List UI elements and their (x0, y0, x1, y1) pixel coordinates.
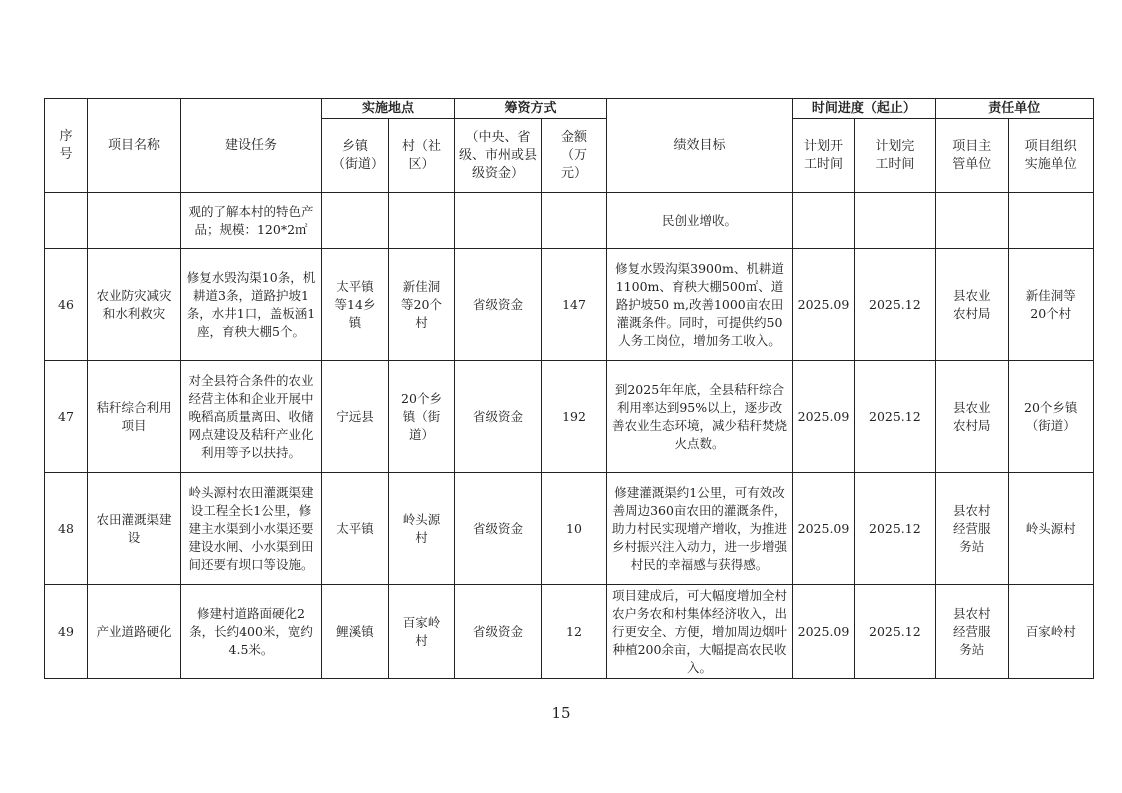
start-time: 2025.09 (793, 585, 855, 679)
end-time: 2025.12 (855, 249, 936, 361)
header-responsible: 责任单位 (935, 99, 1093, 119)
project-table (44, 98, 1094, 679)
header-source: （中央、省级、市州或县级资金） (455, 119, 542, 193)
table-row (45, 249, 1094, 361)
header-seq: 序号 (45, 99, 88, 193)
end-time: 2025.12 (855, 473, 936, 585)
table-row (45, 585, 1094, 679)
header-impl: 项目组织实施单位 (1008, 119, 1093, 193)
construction-task: 修复水毁沟渠10条，机耕道3条，道路护坡1条，水井1口，盖板涵1座，育秧大棚5个。 (181, 249, 322, 361)
town: 太平镇等14乡镇 (322, 249, 389, 361)
header-start: 计划开工时间 (793, 119, 855, 193)
town: 太平镇 (322, 473, 389, 585)
table-row (45, 473, 1094, 585)
header-village: 村（社区） (389, 119, 455, 193)
town: 宁远县 (322, 361, 389, 473)
performance-goal: 修建灌溉渠约1公里，可有效改善周边360亩农田的灌溉条件，助力村民实现增产增收，为推进乡村振兴注入动力，进一步增强村民的幸福感与获得感。 (607, 473, 793, 585)
amount: 10 (542, 473, 607, 585)
construction-task: 修建村道路面硬化2条，长约400米，宽约4.5米。 (181, 585, 322, 679)
header-task: 建设任务 (181, 99, 322, 193)
start-time: 2025.09 (793, 361, 855, 473)
funding-source: 省级资金 (455, 473, 542, 585)
continuation-row (45, 193, 1094, 249)
amount: 12 (542, 585, 607, 679)
project-name: 农田灌溉渠建设 (88, 473, 181, 585)
performance-goal: 修复水毁沟渠3900m、机耕道1100m、育秧大棚500㎡、道路护坡50 m,改善1000亩农田灌溉条件。同时，可提供约50人务工岗位，增加务工收入。 (607, 249, 793, 361)
header-funding: 筹资方式 (455, 99, 607, 119)
row-number: 49 (45, 585, 88, 679)
supervising-unit: 县农业农村局 (935, 361, 1008, 473)
town: 鲤溪镇 (322, 585, 389, 679)
continuation-task: 观的了解本村的特色产品；规模：120*2㎡ (181, 193, 322, 249)
implementing-unit: 百家岭村 (1008, 585, 1093, 679)
implementing-unit: 岭头源村 (1008, 473, 1093, 585)
supervising-unit: 县农村经营服务站 (935, 585, 1008, 679)
continuation-goal: 民创业增收。 (607, 193, 793, 249)
funding-source: 省级资金 (455, 585, 542, 679)
header-amount: 金额（万元） (542, 119, 607, 193)
start-time: 2025.09 (793, 249, 855, 361)
end-time: 2025.12 (855, 585, 936, 679)
project-name: 农业防灾减灾和水利救灾 (88, 249, 181, 361)
implementing-unit: 新佳洞等20个村 (1008, 249, 1093, 361)
implementing-unit: 20个乡镇（街道） (1008, 361, 1093, 473)
row-number: 46 (45, 249, 88, 361)
amount: 192 (542, 361, 607, 473)
header-location: 实施地点 (322, 99, 455, 119)
village: 百家岭村 (389, 585, 455, 679)
end-time: 2025.12 (855, 361, 936, 473)
table-row (45, 361, 1094, 473)
construction-task: 岭头源村农田灌溉渠建设工程全长1公里，修建主水渠到小水渠还要建设水闸、小水渠到田间还要有坝口等设施。 (181, 473, 322, 585)
header-schedule: 时间进度（起止） (793, 99, 936, 119)
funding-source: 省级资金 (455, 249, 542, 361)
row-number: 48 (45, 473, 88, 585)
page-number: 15 (551, 704, 571, 722)
header-goal: 绩效目标 (607, 99, 793, 193)
supervising-unit: 县农村经营服务站 (935, 473, 1008, 585)
village: 20个乡镇（街道） (389, 361, 455, 473)
start-time: 2025.09 (793, 473, 855, 585)
construction-task: 对全县符合条件的农业经营主体和企业开展中晚稻高质量离田、收储网点建设及秸秆产业化利用等予以扶持。 (181, 361, 322, 473)
performance-goal: 项目建成后，可大幅度增加全村农户务农和村集体经济收入，出行更安全、方便，增加周边烟叶种植200余亩，大幅提高农民收入。 (607, 585, 793, 679)
header-project-name: 项目名称 (88, 99, 181, 193)
supervising-unit: 县农业农村局 (935, 249, 1008, 361)
village: 岭头源村 (389, 473, 455, 585)
village: 新佳洞等20个村 (389, 249, 455, 361)
row-number: 47 (45, 361, 88, 473)
amount: 147 (542, 249, 607, 361)
project-name: 秸秆综合利用项目 (88, 361, 181, 473)
header-town: 乡镇（街道） (322, 119, 389, 193)
funding-source: 省级资金 (455, 361, 542, 473)
project-name: 产业道路硬化 (88, 585, 181, 679)
performance-goal: 到2025年年底，全县秸秆综合利用率达到95%以上，逐步改善农业生态环境，减少秸秆焚烧火点数。 (607, 361, 793, 473)
header-end: 计划完工时间 (855, 119, 936, 193)
header-dept: 项目主管单位 (935, 119, 1008, 193)
